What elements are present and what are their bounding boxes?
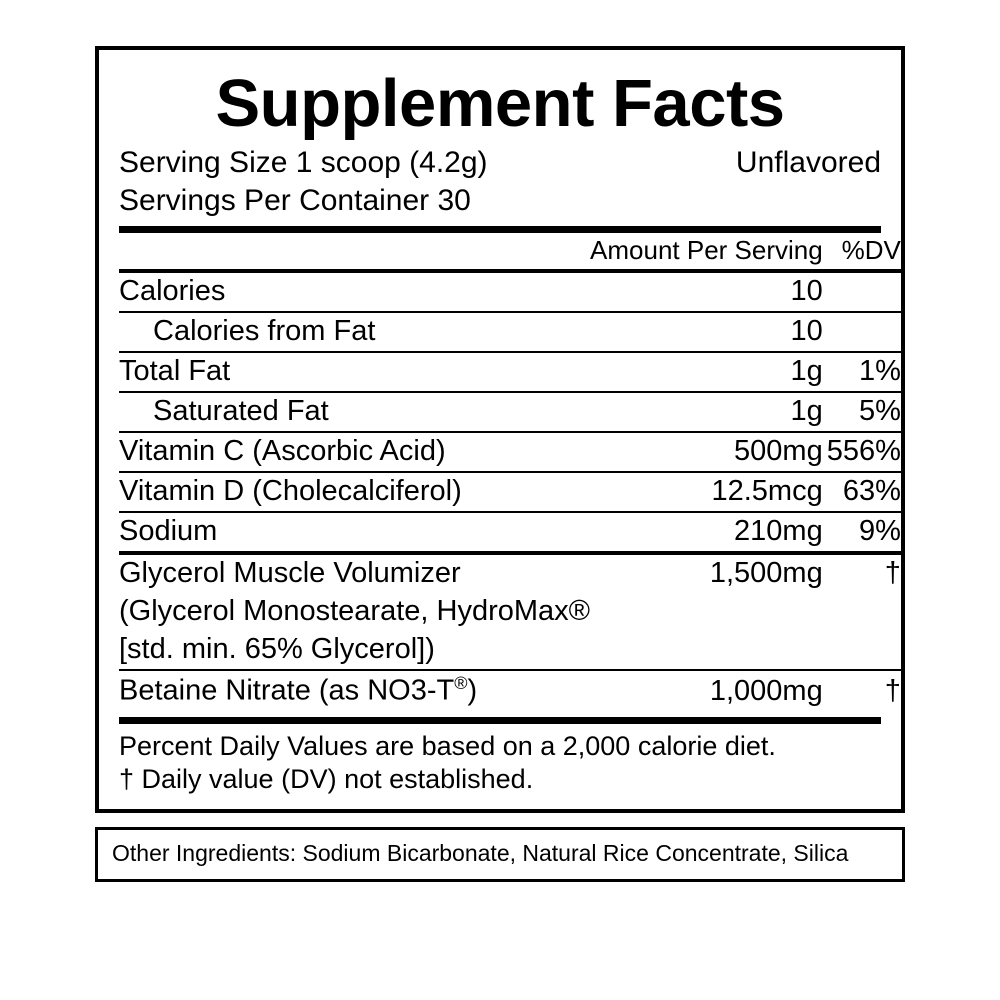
blend-row (119, 553, 901, 593)
supplement-facts-panel (95, 46, 905, 813)
serving-size-text: Serving Size 1 scoop (4.2g) (119, 146, 488, 180)
servings-per-container-text: Servings Per Container 30 (119, 184, 471, 218)
row-label: Saturated Fat (119, 392, 590, 432)
row-dv (827, 312, 901, 352)
betaine-row (119, 670, 901, 711)
betaine-amount: 1,000mg (590, 670, 827, 711)
footnote-dagger: † Daily value (DV) not established. (119, 763, 534, 794)
betaine-dv: † (827, 670, 901, 711)
row-label: Calories from Fat (119, 312, 590, 352)
registered-mark: ® (454, 672, 468, 693)
row-dv: 1% (827, 352, 901, 392)
row-dv: 556% (827, 432, 901, 472)
divider-bottom-thick (119, 717, 881, 724)
row-label: Vitamin C (Ascorbic Acid) (119, 432, 590, 472)
table-row (119, 271, 901, 312)
flavor-text: Unflavored (735, 146, 881, 180)
row-dv (827, 271, 901, 312)
table-row (119, 352, 901, 392)
row-amount: 210mg (590, 512, 827, 553)
row-label: Total Fat (119, 352, 590, 392)
header-blank (119, 233, 590, 271)
other-ingredients-text: Other Ingredients: Sodium Bicarbonate, Natural Rice Concentrate, Silica (112, 840, 849, 867)
row-amount: 1g (590, 352, 827, 392)
betaine-label (119, 670, 590, 711)
row-label: Sodium (119, 512, 590, 553)
row-amount: 10 (590, 271, 827, 312)
row-label: Vitamin D (Cholecalciferol) (119, 472, 590, 512)
blend-detail-line-1: (Glycerol Monostearate, HydroMax® (119, 594, 591, 627)
table-row (119, 392, 901, 432)
betaine-label-post: ) (467, 674, 478, 707)
blend-detail-row (119, 593, 901, 631)
row-dv: 5% (827, 392, 901, 432)
blend-label: Glycerol Muscle Volumizer (119, 553, 590, 593)
footnotes (119, 724, 881, 796)
page-title: Supplement Facts (215, 66, 785, 141)
table-row (119, 472, 901, 512)
serving-size-row (119, 144, 881, 182)
table-row (119, 512, 901, 553)
header-amount-per-serving: Amount Per Serving (590, 234, 823, 265)
table-row (119, 432, 901, 472)
other-ingredients-box (95, 827, 905, 882)
blend-dv: † (827, 553, 901, 593)
divider-top-thick (119, 226, 881, 233)
blend-detail-line-2: [std. min. 65% Glycerol]) (119, 632, 435, 665)
row-amount: 12.5mcg (590, 472, 827, 512)
footnote-daily-values: Percent Daily Values are based on a 2,000 calorie diet. (119, 730, 776, 761)
row-amount: 500mg (590, 432, 827, 472)
facts-table (119, 233, 901, 711)
betaine-label-pre: Betaine Nitrate (as NO3-T (119, 674, 455, 707)
table-row (119, 312, 901, 352)
row-amount: 10 (590, 312, 827, 352)
row-dv: 9% (827, 512, 901, 553)
blend-amount: 1,500mg (590, 553, 827, 593)
header-dv: %DV (841, 234, 901, 265)
blend-detail-row (119, 631, 901, 670)
row-amount: 1g (590, 392, 827, 432)
table-header-row (119, 233, 901, 271)
row-dv: 63% (827, 472, 901, 512)
row-label: Calories (119, 271, 590, 312)
